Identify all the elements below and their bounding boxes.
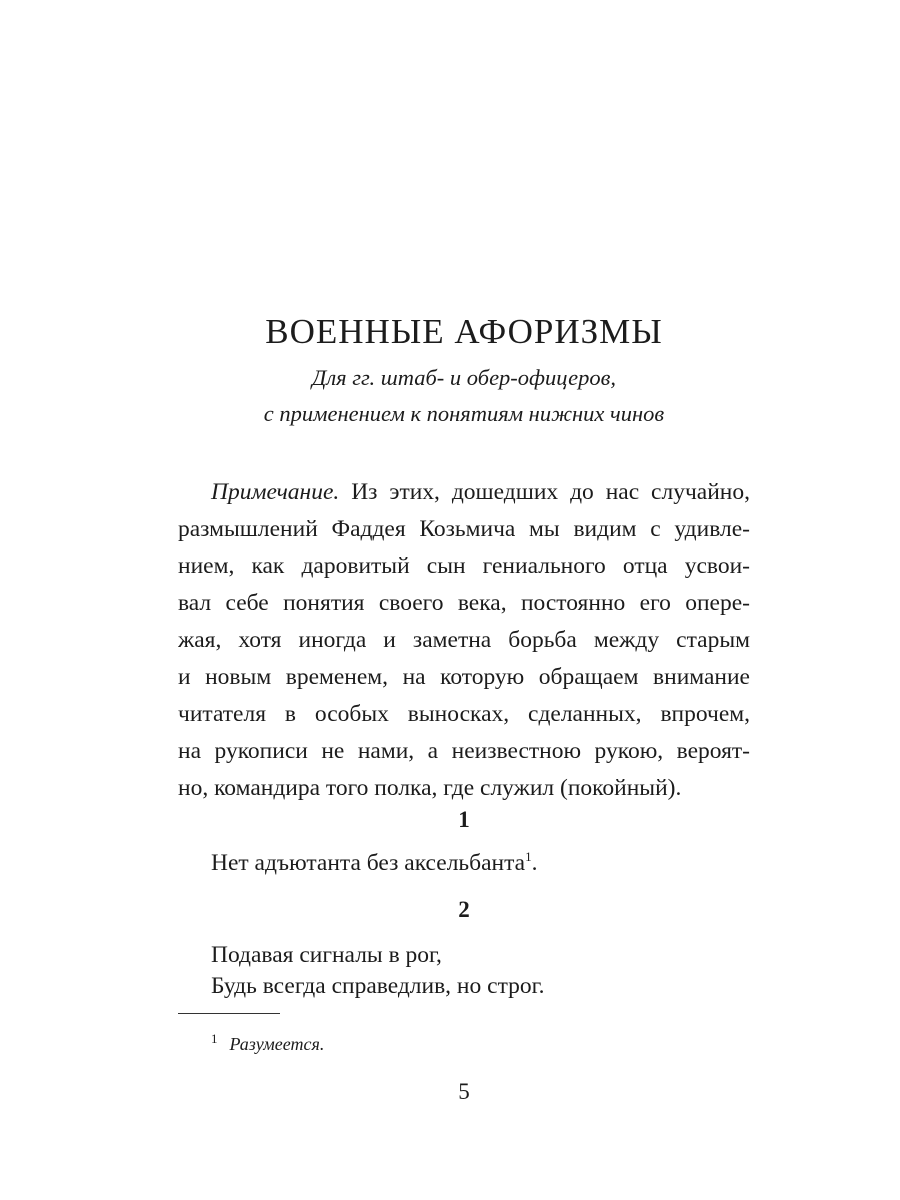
page-number: 5 [458, 1079, 470, 1104]
footnote-reference: 1 [525, 849, 532, 864]
note-line-2: размышлений Фаддея Козьмича мы видим с удивле- [178, 516, 750, 542]
aphorism-2-line-1: Подавая сигналы в рог, [211, 942, 442, 968]
aphorism-2-line-2: Будь всегда справедлив, но строг. [211, 973, 545, 999]
chapter-title: ВОЕННЫЕ АФОРИЗМЫ [265, 312, 663, 351]
note-line-5: жая, хотя иногда и заметна борьба между старым [178, 627, 750, 653]
subtitle-line-1: Для гг. штаб- и обер-офицеров, [312, 365, 616, 390]
note-line-8: на рукописи не нами, а неизвестною рукою, вероят- [178, 738, 750, 764]
aphorism-number-2: 2 [458, 897, 470, 922]
subtitle-line-2: с применением к понятиям нижних чинов [263, 401, 665, 426]
book-page [178, 0, 750, 1200]
note-label: Примечание. [211, 479, 340, 505]
footnote-text: Разумеется. [229, 1034, 325, 1054]
note-line-4: вал себе понятия своего века, постоянно его опере- [178, 590, 750, 616]
aphorism-1-text [211, 845, 537, 882]
aphorism-number-1: 1 [458, 807, 470, 832]
aphorism-1-line: Нет адъютанта без аксельбанта [211, 850, 526, 876]
note-line-9: но, командира того полка, где служил (покойный). [178, 775, 682, 801]
aphorism-1-end: . [531, 850, 538, 876]
note-line-7: читателя в особых выносках, сделанных, впрочем, [178, 701, 750, 727]
note-line-1 [178, 474, 750, 511]
note-paragraph [178, 474, 750, 807]
note-line-1-text: Из этих, дошедших до нас случайно, [339, 479, 750, 505]
footnote-mark: 1 [211, 1031, 218, 1046]
note-line-6: и новым временем, на которую обращаем внимание [178, 664, 750, 690]
footnote [211, 1024, 324, 1059]
note-line-3: нием, как даровитый сын гениального отца усвои- [178, 553, 750, 579]
footnote-divider [178, 1013, 280, 1014]
